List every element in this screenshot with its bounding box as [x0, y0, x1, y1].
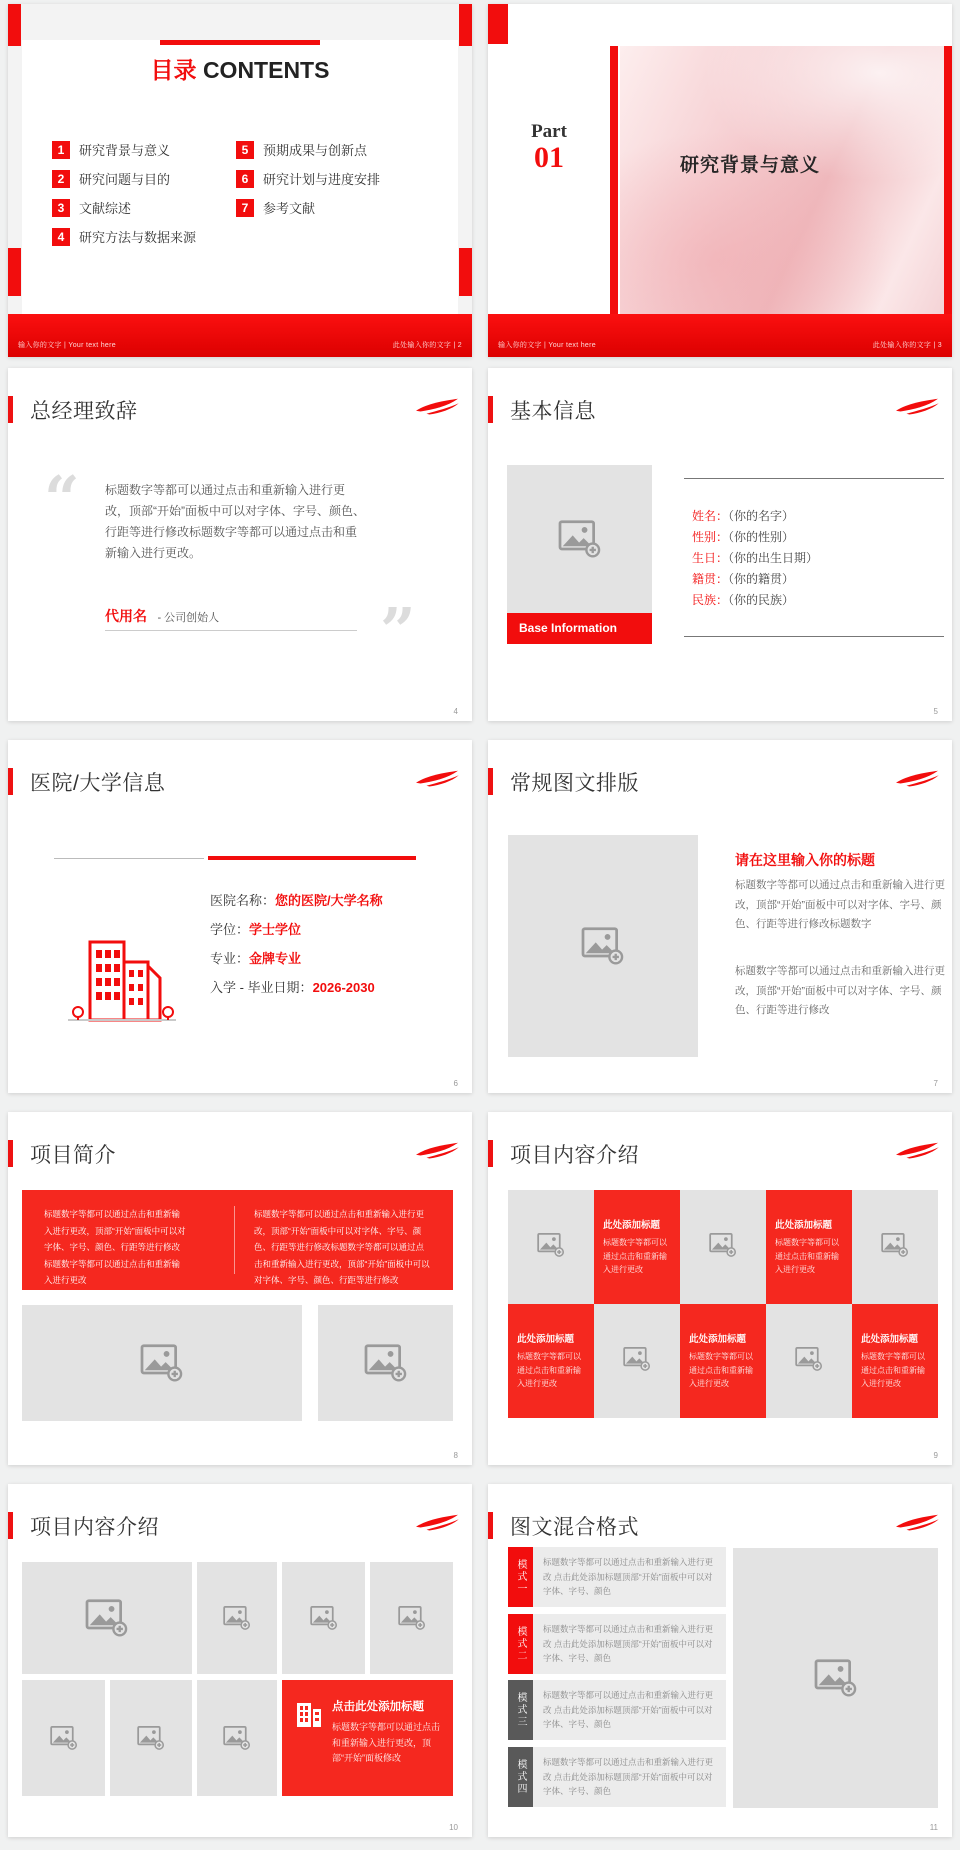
toc-number-badge: 4 — [52, 228, 70, 246]
banner-text-right: 标题数字等都可以通过点击和重新输入进行更改，顶部“开始”面板中可以对字体、字号、颜色、行距等进行修改标题数字等都可以通过点击和重新输入进行更改，顶部“开始”面板中可以对字体、字号、颜色、行距等进行修改 — [254, 1209, 430, 1285]
corner-accent — [459, 248, 472, 296]
slide-thumbnail-part-01[interactable] — [488, 4, 952, 357]
page-number: 10 — [449, 1823, 458, 1832]
swoosh-logo-icon — [894, 770, 940, 788]
image-placeholder-icon — [140, 1343, 184, 1383]
slide-title: 项目简介 — [30, 1144, 116, 1167]
image-placeholder-icon — [223, 1725, 251, 1751]
part-label: Part — [531, 121, 567, 142]
toc-number-badge: 5 — [236, 141, 254, 159]
image-placeholder — [318, 1305, 453, 1421]
banner-divider — [234, 1206, 235, 1274]
mode-tab: 模式二 — [508, 1614, 533, 1674]
page-number: 11 — [929, 1823, 938, 1832]
slide-title: 总经理致辞 — [30, 400, 138, 423]
part-number: 01 — [534, 141, 564, 174]
toc-number-badge: 2 — [52, 170, 70, 188]
corner-accent — [459, 4, 472, 46]
title-accent-bar — [488, 768, 493, 795]
image-placeholder — [766, 1304, 852, 1418]
right-edge-accent — [944, 46, 952, 314]
slide-title: 基本信息 — [510, 400, 596, 423]
image-placeholder-icon — [709, 1232, 737, 1263]
caption-cell: 此处添加标题 标题数字等都可以通过点击和重新输入进行更改 — [680, 1304, 766, 1418]
caption-cell: 此处添加标题 标题数字等都可以通过点击和重新输入进行更改 — [594, 1190, 680, 1304]
slide-footer-band — [8, 314, 472, 357]
swoosh-logo-icon — [414, 398, 460, 416]
page-number: 4 — [453, 707, 458, 716]
education-row: 入学 - 毕业日期：2026-2030 — [210, 980, 375, 995]
title-accent-bar — [8, 1512, 13, 1539]
slide-thumbnail-contents[interactable] — [8, 4, 472, 357]
slide-thumbnail-project-content-photos[interactable] — [8, 1484, 472, 1837]
mode-tab: 模式三 — [508, 1680, 533, 1740]
title-accent-bar — [488, 1512, 493, 1539]
image-placeholder-icon — [310, 1605, 338, 1631]
photo-placeholder — [507, 465, 652, 613]
image-placeholder — [594, 1304, 680, 1418]
mode-body-text: 标题数字等都可以通过点击和重新输入进行更改 点击此处添加标题顶部“开始”面板中可以对字体、字号、颜色 — [533, 1547, 726, 1607]
building-icon — [66, 928, 178, 1040]
slide-thumbnail-project-brief[interactable] — [8, 1112, 472, 1465]
education-row: 学位：学士学位 — [210, 922, 302, 937]
toc-list — [52, 140, 448, 256]
body-paragraph: 标题数字等都可以通过点击和重新输入进行更改，顶部“开始”面板中可以对字体、字号、颜色、行距等进行修改标题数字 — [735, 879, 945, 930]
swoosh-logo-icon — [894, 1514, 940, 1532]
corner-accent — [8, 248, 21, 296]
toc-item: 2 研究问题与目的 — [52, 169, 236, 188]
body-heading: 请在这里输入你的标题 — [735, 852, 875, 868]
divider-line — [684, 478, 944, 479]
education-fields — [210, 886, 383, 1002]
title-accent-bar — [8, 396, 13, 423]
slide-title: 常规图文排版 — [510, 772, 639, 795]
red-rule — [208, 856, 416, 860]
slide-footer-band — [488, 314, 952, 357]
mode-row — [508, 1747, 726, 1807]
red-divider — [610, 46, 618, 314]
info-row: 籍贯：（你的籍贯） — [692, 572, 795, 586]
mode-tab: 模式一 — [508, 1547, 533, 1607]
toc-item: 7 参考文献 — [236, 198, 380, 217]
author-role: - 公司创始人 — [157, 612, 220, 624]
image-placeholder-icon — [623, 1346, 651, 1377]
author-underline — [105, 630, 357, 631]
image-placeholder — [22, 1562, 192, 1674]
slide-thumbnail-mixed-format[interactable] — [488, 1484, 952, 1837]
contents-title: 目录 CONTENTS — [150, 57, 330, 83]
image-placeholder — [282, 1562, 365, 1674]
slide-title: 医院/大学信息 — [30, 772, 166, 795]
toc-item: 5 预期成果与创新点 — [236, 140, 380, 159]
slide-thumbnail-basic-info[interactable] — [488, 368, 952, 721]
image-placeholder — [197, 1562, 277, 1674]
education-row: 专业：金牌专业 — [210, 951, 302, 966]
footer-right-text: 此处输入你的文字 | 2 — [392, 342, 462, 349]
toc-item: 4 研究方法与数据来源 — [52, 227, 236, 246]
quote-author — [105, 606, 219, 626]
toc-number-badge: 7 — [236, 199, 254, 217]
corner-accent — [488, 4, 508, 44]
image-placeholder-icon — [537, 1232, 565, 1263]
contents-panel — [22, 40, 458, 314]
toc-number-badge: 6 — [236, 170, 254, 188]
footer-right-text: 此处输入你的文字 | 3 — [872, 342, 942, 349]
slide-title: 项目内容介绍 — [30, 1516, 159, 1539]
image-placeholder — [197, 1680, 277, 1796]
swoosh-logo-icon — [414, 1142, 460, 1160]
slide-thumbnail-ceo-speech[interactable] — [8, 368, 472, 721]
caption-title: 点击此处添加标题 — [332, 1701, 424, 1713]
slide-thumbnail-hospital-university-info[interactable] — [8, 740, 472, 1093]
image-placeholder — [22, 1680, 105, 1796]
banner-text-left: 标题数字等都可以通过点击和重新输入进行更改，顶部“开始”面板中可以对字体、字号、颜色、行距等进行修改标题数字等都可以通过点击和重新输入进行更改 — [44, 1209, 186, 1285]
caption-body: 标题数字等都可以通过点击和重新输入进行更改，顶部“开始”面板修改 — [332, 1722, 441, 1763]
gray-rule — [54, 858, 204, 859]
swoosh-logo-icon — [414, 1514, 460, 1532]
image-placeholder-icon — [881, 1232, 909, 1263]
image-placeholder — [508, 1190, 594, 1304]
mode-tab: 模式四 — [508, 1747, 533, 1807]
toc-number-badge: 3 — [52, 199, 70, 217]
image-placeholder-icon — [137, 1725, 165, 1751]
toc-item: 6 研究计划与进度安排 — [236, 169, 380, 188]
mode-row — [508, 1680, 726, 1740]
red-text-banner — [22, 1190, 453, 1290]
info-row: 生日：（你的出生日期） — [692, 551, 819, 565]
close-quote-icon: ” — [380, 594, 416, 667]
image-placeholder-icon — [814, 1658, 858, 1698]
part-block — [488, 122, 610, 174]
image-placeholder-icon — [558, 519, 602, 559]
author-name: 代用名 — [105, 608, 147, 624]
toc-item: 3 文献综述 — [52, 198, 236, 217]
caption-cell: 此处添加标题 标题数字等都可以通过点击和重新输入进行更改 — [508, 1304, 594, 1418]
body-paragraph: 标题数字等都可以通过点击和重新输入进行更改，顶部“开始”面板中可以对字体、字号、颜色、行距等进行修改 — [735, 965, 945, 1016]
image-placeholder-icon — [795, 1346, 823, 1377]
image-placeholder — [370, 1562, 453, 1674]
footer-left-text: 输入你的文字 | Your text here — [18, 342, 116, 349]
title-accent-bar — [8, 1140, 13, 1167]
image-placeholder-icon — [85, 1598, 129, 1638]
title-accent-bar — [488, 1140, 493, 1167]
title-accent-bar — [488, 396, 493, 423]
info-row: 姓名：（你的名字） — [692, 509, 795, 523]
image-placeholder-icon — [581, 926, 625, 966]
building-glyph-icon — [295, 1698, 323, 1778]
image-placeholder — [733, 1548, 938, 1808]
toc-number-badge: 1 — [52, 141, 70, 159]
mode-row — [508, 1547, 726, 1607]
image-placeholder — [110, 1680, 192, 1796]
title-accent-bar — [8, 768, 13, 795]
image-placeholder — [852, 1190, 938, 1304]
slide-thumbnail-project-content-grid[interactable] — [488, 1112, 952, 1465]
toc-item: 1 研究背景与意义 — [52, 140, 236, 159]
slide-title: 项目内容介绍 — [510, 1144, 639, 1167]
image-placeholder-icon — [50, 1725, 78, 1751]
title-rule — [160, 40, 320, 45]
section-cover-image — [620, 46, 944, 314]
image-placeholder — [508, 835, 698, 1057]
checkerboard-grid — [508, 1190, 938, 1418]
slide-thumbnail-image-text-layout[interactable] — [488, 740, 952, 1093]
image-placeholder — [22, 1305, 302, 1421]
mode-body-text: 标题数字等都可以通过点击和重新输入进行更改 点击此处添加标题顶部“开始”面板中可以对字体、字号、颜色 — [533, 1747, 726, 1807]
info-fields — [692, 506, 818, 611]
open-quote-icon: “ — [44, 462, 80, 535]
caption-cell: 此处添加标题 标题数字等都可以通过点击和重新输入进行更改 — [852, 1304, 938, 1418]
info-row: 民族：（你的民族） — [692, 593, 795, 607]
page-number: 7 — [933, 1079, 938, 1088]
image-placeholder-icon — [364, 1343, 408, 1383]
section-title: 研究背景与意义 — [680, 155, 821, 176]
education-row: 医院名称：您的医院/大学名称 — [210, 893, 383, 908]
footer-left-text: 输入你的文字 | Your text here — [498, 342, 596, 349]
mode-row — [508, 1614, 726, 1674]
mode-body-text: 标题数字等都可以通过点击和重新输入进行更改 点击此处添加标题顶部“开始”面板中可以对字体、字号、颜色 — [533, 1680, 726, 1740]
contents-title-cn: 目录 — [150, 57, 197, 83]
image-placeholder — [680, 1190, 766, 1304]
page-number: 9 — [933, 1451, 938, 1460]
slide-title: 图文混合格式 — [510, 1516, 639, 1539]
divider-line — [684, 636, 944, 637]
swoosh-logo-icon — [894, 398, 940, 416]
image-placeholder-icon — [398, 1605, 426, 1631]
red-caption-box — [282, 1680, 453, 1796]
image-placeholder-icon — [223, 1605, 251, 1631]
corner-accent — [8, 4, 21, 46]
page-number: 5 — [933, 707, 938, 716]
caption-cell: 此处添加标题 标题数字等都可以通过点击和重新输入进行更改 — [766, 1190, 852, 1304]
mode-body-text: 标题数字等都可以通过点击和重新输入进行更改 点击此处添加标题顶部“开始”面板中可以对字体、字号、颜色 — [533, 1614, 726, 1674]
swoosh-logo-icon — [414, 770, 460, 788]
page-number: 8 — [453, 1451, 458, 1460]
photo-caption: Base Information — [507, 613, 652, 644]
quote-text: 标题数字等都可以通过点击和重新输入进行更改，顶部“开始”面板中可以对字体、字号、颜色、行距等进行修改标题数字等都可以通过点击和重新输入进行更改。 — [105, 483, 365, 560]
info-row: 性别：（你的性别） — [692, 530, 795, 544]
swoosh-logo-icon — [894, 1142, 940, 1160]
page-number: 6 — [453, 1079, 458, 1088]
